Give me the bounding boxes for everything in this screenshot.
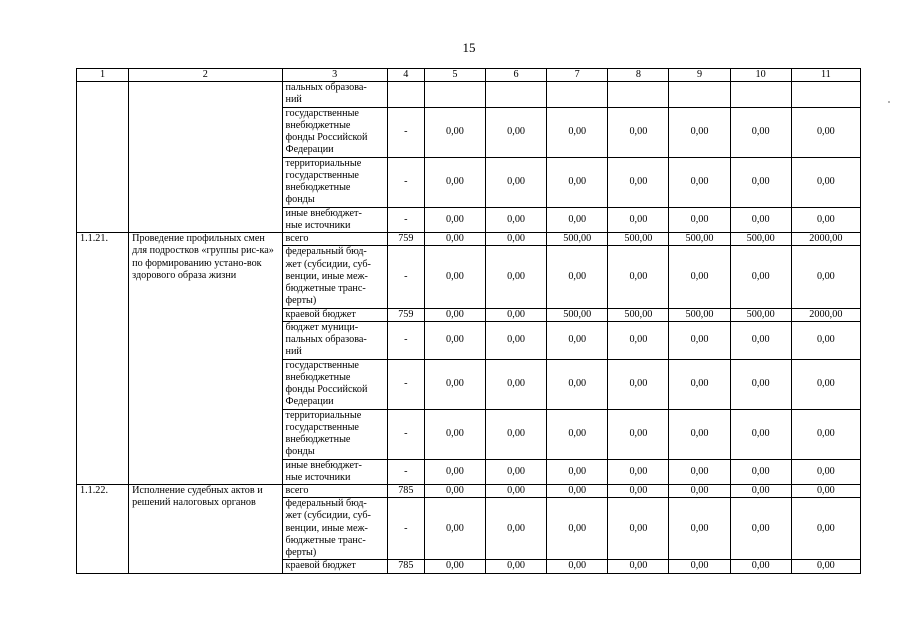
amount-cell-col-6: 0,00 [486,459,547,484]
amount-cell-col-5: 0,00 [424,107,485,157]
header-cell-11: 11 [791,69,860,82]
amount-cell-col-11: 0,00 [791,409,860,459]
amount-cell-col-6: 0,00 [486,207,547,232]
amount-cell-col-10: 0,00 [730,246,791,308]
budget-table [76,68,861,574]
column-4-value: 785 [387,484,424,497]
amount-cell-col-8: 0,00 [608,498,669,560]
amount-cell-col-7: 0,00 [547,560,608,573]
column-4-value: - [387,107,424,157]
header-row [77,69,861,82]
header-cell-3: 3 [282,69,387,82]
amount-cell-col-10: 500,00 [730,233,791,246]
item-name: Исполнение судебных актов и решений налоговых органов [129,484,282,573]
amount-cell-col-10: 0,00 [730,459,791,484]
amount-cell-col-10: 0,00 [730,409,791,459]
header-cell-1: 1 [77,69,129,82]
header-cell-9: 9 [669,69,730,82]
item-code: 1.1.21. [77,233,129,485]
amount-cell-col-5: 0,00 [424,321,485,359]
amount-cell-col-7 [547,82,608,107]
amount-cell-col-6: 0,00 [486,498,547,560]
amount-cell-col-6: 0,00 [486,560,547,573]
amount-cell-col-11: 0,00 [791,157,860,207]
table-row [77,82,861,107]
amount-cell-col-7: 0,00 [547,246,608,308]
amount-cell-col-9: 0,00 [669,321,730,359]
amount-cell-col-5: 0,00 [424,157,485,207]
table-row [77,484,861,497]
amount-cell-col-6: 0,00 [486,233,547,246]
amount-cell-col-11: 2000,00 [791,233,860,246]
amount-cell-col-5: 0,00 [424,409,485,459]
table-row [77,233,861,246]
funding-source: пальных образова- ний [282,82,387,107]
amount-cell-col-11: 0,00 [791,207,860,232]
header-cell-7: 7 [547,69,608,82]
funding-source: федеральный бюд- жет (субсидии, суб- венции, иные меж- бюджетные транс- ферты) [282,498,387,560]
header-cell-6: 6 [486,69,547,82]
column-4-value: 785 [387,560,424,573]
amount-cell-col-11: 0,00 [791,459,860,484]
scan-dot [888,101,890,103]
amount-cell-col-10: 0,00 [730,157,791,207]
column-4-value: - [387,321,424,359]
amount-cell-col-7: 0,00 [547,498,608,560]
amount-cell-col-5: 0,00 [424,498,485,560]
amount-cell-col-11: 0,00 [791,484,860,497]
column-4-value: - [387,498,424,560]
amount-cell-col-10: 0,00 [730,498,791,560]
amount-cell-col-11: 2000,00 [791,308,860,321]
amount-cell-col-6: 0,00 [486,484,547,497]
funding-source: иные внебюджет- ные источники [282,459,387,484]
amount-cell-col-8: 0,00 [608,560,669,573]
amount-cell-col-11: 0,00 [791,246,860,308]
amount-cell-col-10 [730,82,791,107]
amount-cell-col-8 [608,82,669,107]
amount-cell-col-6: 0,00 [486,246,547,308]
amount-cell-col-7: 500,00 [547,308,608,321]
amount-cell-col-7: 0,00 [547,409,608,459]
amount-cell-col-7: 0,00 [547,359,608,409]
amount-cell-col-5: 0,00 [424,359,485,409]
header-cell-10: 10 [730,69,791,82]
amount-cell-col-6: 0,00 [486,409,547,459]
amount-cell-col-7: 0,00 [547,107,608,157]
amount-cell-col-8: 0,00 [608,246,669,308]
amount-cell-col-9: 500,00 [669,308,730,321]
amount-cell-col-9: 0,00 [669,359,730,409]
funding-source: краевой бюджет [282,308,387,321]
funding-source: иные внебюджет- ные источники [282,207,387,232]
amount-cell-col-6: 0,00 [486,321,547,359]
page-number: 15 [462,40,476,55]
amount-cell-col-9: 0,00 [669,409,730,459]
amount-cell-col-5: 0,00 [424,560,485,573]
header-cell-5: 5 [424,69,485,82]
amount-cell-col-9: 0,00 [669,459,730,484]
amount-cell-col-9 [669,82,730,107]
amount-cell-col-5: 0,00 [424,233,485,246]
funding-source: территориальные государственные внебюджетные фонды [282,409,387,459]
amount-cell-col-9: 0,00 [669,560,730,573]
header-cell-4: 4 [387,69,424,82]
item-name [129,82,282,233]
column-4-value [387,82,424,107]
amount-cell-col-11: 0,00 [791,359,860,409]
header-cell-2: 2 [129,69,282,82]
amount-cell-col-7: 0,00 [547,484,608,497]
amount-cell-col-5: 0,00 [424,308,485,321]
amount-cell-col-5: 0,00 [424,207,485,232]
amount-cell-col-7: 0,00 [547,459,608,484]
amount-cell-col-9: 0,00 [669,498,730,560]
amount-cell-col-7: 0,00 [547,207,608,232]
amount-cell-col-10: 0,00 [730,560,791,573]
amount-cell-col-10: 500,00 [730,308,791,321]
amount-cell-col-6: 0,00 [486,308,547,321]
amount-cell-col-10: 0,00 [730,207,791,232]
amount-cell-col-11: 0,00 [791,107,860,157]
amount-cell-col-6: 0,00 [486,157,547,207]
amount-cell-col-9: 0,00 [669,246,730,308]
amount-cell-col-7: 0,00 [547,157,608,207]
amount-cell-col-9: 0,00 [669,157,730,207]
amount-cell-col-8: 0,00 [608,107,669,157]
item-code [77,82,129,233]
column-4-value: - [387,459,424,484]
amount-cell-col-11 [791,82,860,107]
amount-cell-col-8: 0,00 [608,321,669,359]
amount-cell-col-6 [486,82,547,107]
amount-cell-col-5 [424,82,485,107]
column-4-value: 759 [387,233,424,246]
amount-cell-col-6: 0,00 [486,107,547,157]
amount-cell-col-10: 0,00 [730,321,791,359]
amount-cell-col-9: 0,00 [669,207,730,232]
amount-cell-col-6: 0,00 [486,359,547,409]
amount-cell-col-8: 0,00 [608,207,669,232]
header-cell-8: 8 [608,69,669,82]
amount-cell-col-5: 0,00 [424,246,485,308]
amount-cell-col-8: 0,00 [608,359,669,409]
funding-source: территориальные государственные внебюджетные фонды [282,157,387,207]
amount-cell-col-11: 0,00 [791,498,860,560]
amount-cell-col-8: 0,00 [608,157,669,207]
column-4-value: 759 [387,308,424,321]
column-4-value: - [387,246,424,308]
column-4-value: - [387,207,424,232]
funding-source: федеральный бюд- жет (субсидии, суб- венции, иные меж- бюджетные транс- ферты) [282,246,387,308]
funding-source: краевой бюджет [282,560,387,573]
amount-cell-col-11: 0,00 [791,321,860,359]
funding-source: государственные внебюджетные фонды Российской Федерации [282,107,387,157]
funding-source: всего [282,484,387,497]
column-4-value: - [387,157,424,207]
amount-cell-col-8: 500,00 [608,233,669,246]
amount-cell-col-9: 0,00 [669,107,730,157]
amount-cell-col-10: 0,00 [730,107,791,157]
amount-cell-col-8: 0,00 [608,409,669,459]
amount-cell-col-5: 0,00 [424,459,485,484]
funding-source: государственные внебюджетные фонды Российской Федерации [282,359,387,409]
amount-cell-col-11: 0,00 [791,560,860,573]
amount-cell-col-9: 0,00 [669,484,730,497]
amount-cell-col-8: 0,00 [608,459,669,484]
column-4-value: - [387,359,424,409]
column-4-value: - [387,409,424,459]
funding-source: бюджет муници- пальных образова- ний [282,321,387,359]
amount-cell-col-8: 500,00 [608,308,669,321]
amount-cell-col-8: 0,00 [608,484,669,497]
amount-cell-col-5: 0,00 [424,484,485,497]
funding-source: всего [282,233,387,246]
amount-cell-col-10: 0,00 [730,484,791,497]
amount-cell-col-9: 500,00 [669,233,730,246]
amount-cell-col-7: 500,00 [547,233,608,246]
amount-cell-col-7: 0,00 [547,321,608,359]
item-name: Проведение профильных смен для подростков «группы рис-ка» по формированию устано-вок здорового образа жизни [129,233,282,485]
table-body [77,82,861,573]
item-code: 1.1.22. [77,484,129,573]
amount-cell-col-10: 0,00 [730,359,791,409]
